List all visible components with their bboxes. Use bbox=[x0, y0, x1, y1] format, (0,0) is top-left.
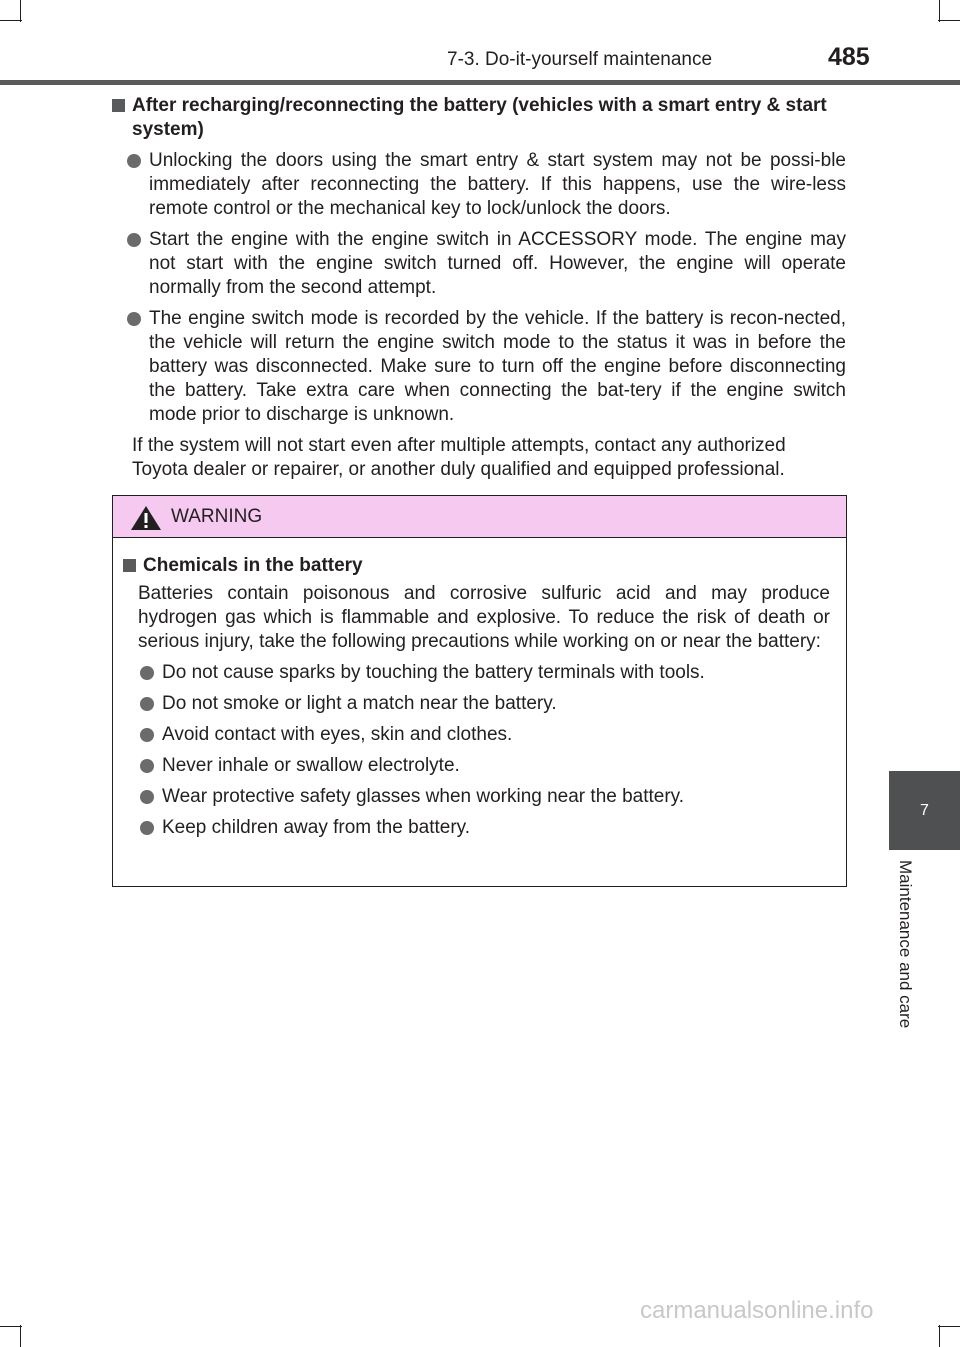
warning-heading-text: Chemicals in the battery bbox=[143, 555, 363, 576]
circle-bullet-icon bbox=[140, 816, 162, 840]
circle-bullet-icon bbox=[140, 723, 162, 747]
list-item-text: Wear protective safety glasses when working near the battery. bbox=[162, 786, 685, 807]
circle-bullet-icon bbox=[140, 785, 162, 809]
warning-title: WARNING bbox=[171, 506, 263, 527]
crop-mark bbox=[0, 1326, 22, 1327]
list-item-text: Do not smoke or light a match near the battery. bbox=[162, 693, 557, 714]
chapter-label-text: Maintenance and care bbox=[896, 860, 915, 1029]
crop-mark bbox=[939, 1325, 940, 1347]
list-item-text: Keep children away from the battery. bbox=[162, 817, 471, 838]
list-item bbox=[127, 149, 846, 221]
list-item bbox=[140, 785, 830, 809]
warning-box bbox=[112, 495, 847, 887]
crop-mark bbox=[20, 1325, 21, 1347]
list-item bbox=[127, 307, 846, 427]
list-item bbox=[140, 661, 830, 685]
crop-mark bbox=[938, 1326, 960, 1327]
circle-bullet-icon bbox=[140, 661, 162, 685]
list-item-text: Start the engine with the engine switch in ACCESSORY mode. The engine may not start with the engine switch turned off. However, the engine will operate normally from the second attempt. bbox=[149, 229, 846, 298]
warning-body bbox=[113, 538, 846, 840]
chapter-tab: 7 bbox=[889, 771, 960, 850]
warning-heading bbox=[123, 554, 830, 578]
warning-paragraph: Batteries contain poisonous and corrosive sulfuric acid and may produce hydrogen gas which is flammable and explosive. To reduce the risk of death or serious injury, take the following precautions while working on or near the battery: bbox=[138, 583, 830, 652]
warning-triangle-icon bbox=[130, 505, 162, 531]
header-rule bbox=[0, 80, 960, 85]
crop-mark bbox=[938, 20, 960, 21]
list-item bbox=[140, 692, 830, 716]
square-bullet-icon bbox=[123, 554, 143, 578]
warning-header bbox=[113, 496, 846, 538]
section-heading-text: After recharging/reconnecting the battery (vehicles with a smart entry & start system) bbox=[132, 95, 827, 140]
watermark: carmanualsonline.info bbox=[640, 1297, 874, 1324]
circle-bullet-icon bbox=[127, 149, 149, 221]
list-item-text: Never inhale or swallow electrolyte. bbox=[162, 755, 460, 776]
crop-mark bbox=[20, 0, 21, 22]
body-paragraph: If the system will not start even after multiple attempts, contact any authorized Toyota dealer or repairer, or another duly qualified and equipped professional. bbox=[132, 435, 786, 480]
circle-bullet-icon bbox=[140, 754, 162, 778]
list-item-text: Unlocking the doors using the smart entry & start system may not be possi-ble immediately after reconnecting the battery. If this happens, use the wire-less remote control or the mechanical key to lock/unlock the doors. bbox=[149, 150, 846, 219]
list-item bbox=[140, 816, 830, 840]
crop-mark bbox=[939, 0, 940, 22]
circle-bullet-icon bbox=[140, 692, 162, 716]
circle-bullet-icon bbox=[127, 307, 149, 427]
circle-bullet-icon bbox=[127, 228, 149, 300]
list-item bbox=[140, 723, 830, 747]
list-item-text: Do not cause sparks by touching the battery terminals with tools. bbox=[162, 662, 705, 683]
square-bullet-icon bbox=[112, 94, 132, 142]
section-title: 7-3. Do-it-yourself maintenance bbox=[447, 49, 713, 70]
list-item bbox=[127, 228, 846, 300]
page-number: 485 bbox=[828, 43, 870, 71]
list-item-text: Avoid contact with eyes, skin and clothes. bbox=[162, 724, 513, 745]
list-item-text: The engine switch mode is recorded by the vehicle. If the battery is recon-nected, the vehicle will return the engine switch mode to the status it was in before the battery was disconnected. Make sure to turn off the engine before disconnecting the battery. Take extra care when connecting the bat-tery if the engine switch mode prior to discharge is unknown. bbox=[149, 308, 846, 425]
main-content bbox=[112, 94, 846, 482]
list-item bbox=[140, 754, 830, 778]
crop-mark bbox=[0, 20, 22, 21]
chapter-label bbox=[885, 860, 925, 1060]
section-heading bbox=[112, 94, 846, 142]
